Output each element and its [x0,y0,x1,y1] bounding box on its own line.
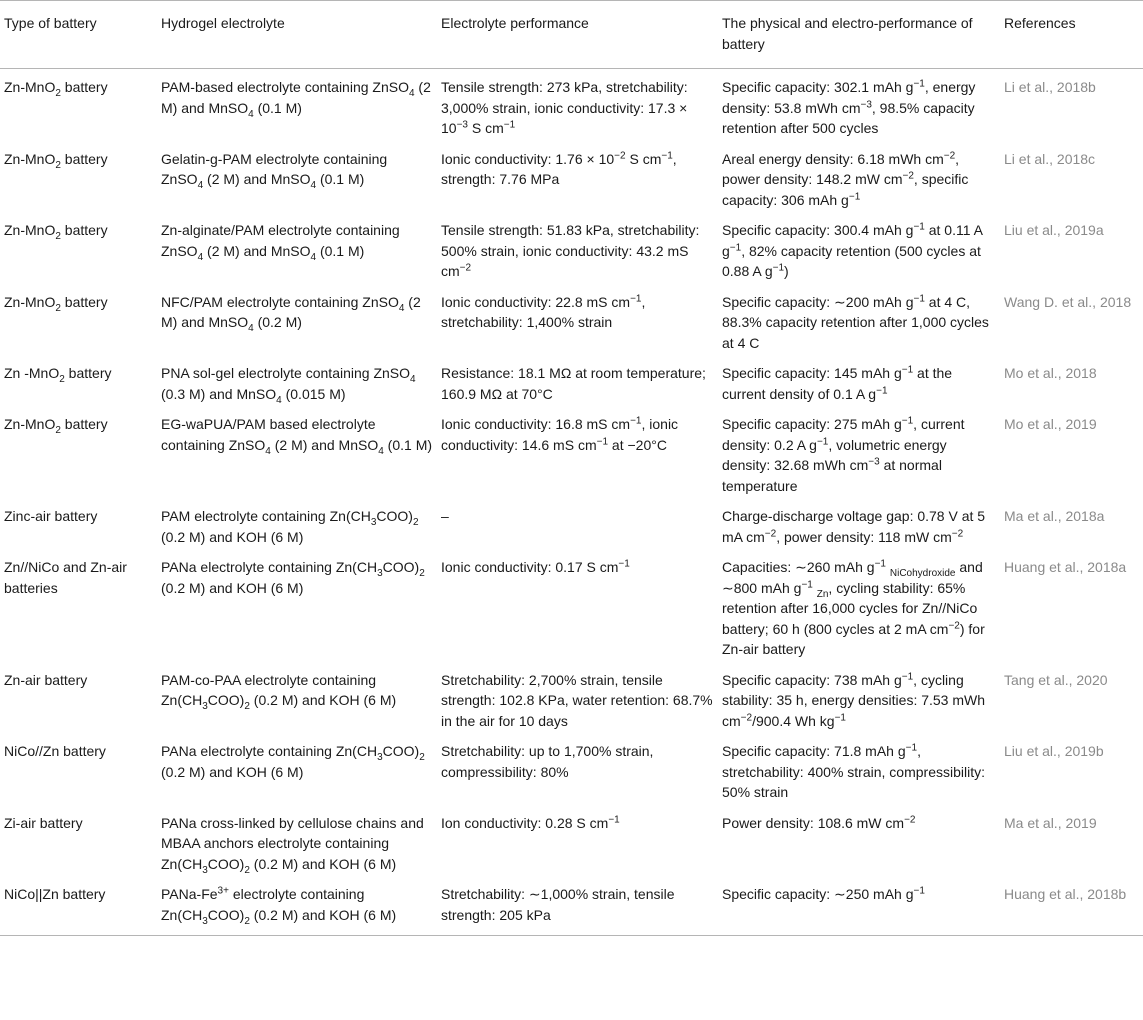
cell-electrolyte-performance: Tensile strength: 273 kPa, stretchability: 3,000% strain, ionic conductivity: $17.3 \times 10^{-3}$ S $cm^{-1}$ [441,79,688,136]
cell-battery-performance: Specific capacity: 300.4 mAh $g^{-1}$ at 0.11 A $g^{-1}$, 82% capacity retention (500 cycles at 0.88 A $g^{-1}$) [722,221,983,279]
cell-electrolyte-performance: Resistance: 18.1 MΩ at room temperature; 160.9 MΩ at 70°C [441,365,706,402]
cell-battery-type: Zn-MnO$_2$ battery [4,150,108,171]
cell-battery-performance: Capacities: ∼260 mAh $g^{-1}$ $_{NiCohydroxide}$ and ∼800 mAh $g^{-1}$ $_{Zn}$, cycling stability: 65% retention after 16,000 cycles for Zn//NiCo battery; 60 h (800 cycles at 2 mA $cm^{-2}$) for Zn-air battery [722,558,985,657]
table-row [0,662,1143,734]
cell-battery-performance: Specific capacity: 275 mAh $g^{-1}$, current density: 0.2 A $g^{-1}$, volumetric energy density: 32.68 mWh $cm^{-3}$ at normal temperature [722,415,965,494]
table-row [0,805,1143,877]
cell-hydrogel-electrolyte: PANa-$Fe^{3+}$ electrolyte containing $Zn(CH_3COO)_2$ (0.2 M) and KOH (6 M) [157,876,437,936]
cell-electrolyte-performance: Ionic conductivity: 22.8 mS $cm^{-1}$, stretchability: 1,400% strain [441,292,646,330]
cell-battery-type: Zn-MnO$_2$ battery [4,79,108,99]
cell-battery-performance: Specific capacity: 145 mAh $g^{-1}$ at the current density of 0.1 A $g^{-1}$ [722,364,953,402]
cell-battery-type: Zi-air battery [4,814,83,831]
header-type-of-battery: Type of battery [0,1,157,69]
cell-reference: Ma et al., 2019 [1004,814,1097,831]
cell-battery-performance: Power density: 108.6 mW $cm^{-2}$ [722,813,916,831]
cell-reference: Wang D. et al., 2018 [1004,293,1132,310]
table-row [0,733,1143,805]
table-header [0,1,1143,69]
cell-reference: Mo et al., 2019 [1004,416,1097,432]
table-row [0,406,1143,498]
cell-hydrogel-electrolyte: PAM electrolyte containing $Zn(CH_3COO)_2$ (0.2 M) and KOH (6 M) [161,508,419,545]
cell-reference: Mo et al., 2018 [1004,365,1097,381]
cell-battery-performance: Charge-discharge voltage gap: 0.78 V at 5 mA $cm^{-2}$, power density: 118 mW $cm^{-2}$ [722,508,986,545]
table-row [0,284,1143,356]
cell-hydrogel-electrolyte: PAM-based electrolyte containing ZnSO$_4$ (2 M) and MnSO$_4$ (0.1 M) [161,79,431,120]
cell-electrolyte-performance: – [441,508,449,524]
cell-hydrogel-electrolyte: PNA sol-gel electrolyte containing ZnSO$_4$ (0.3 M) and MnSO$_4$ (0.015 M) [161,365,416,406]
table-row [0,69,1143,141]
cell-reference: Huang et al., 2018a [1004,559,1127,575]
table-row [0,549,1143,662]
header-electrolyte-performance: Electrolyte performance [437,1,718,69]
table-row [0,141,1143,213]
cell-battery-type: Zinc-air battery [4,508,98,524]
cell-reference: Li et al., 2018b [1004,79,1096,95]
cell-hydrogel-electrolyte: PAM-co-PAA electrolyte containing $Zn(CH_3COO)_2$ (0.2 M) and KOH (6 M) [161,671,397,712]
cell-electrolyte-performance: Stretchability: up to 1,700% strain, compressibility: 80% [441,743,654,780]
table-row [0,212,1143,284]
header-battery-performance: The physical and electro-performance of battery [718,1,1000,69]
cell-battery-performance: Specific capacity: ∼200 mAh $g^{-1}$ at 4 C, 88.3% capacity retention after 1,000 cycles at 4 C [722,292,989,351]
cell-battery-type: Zn-MnO$_2$ battery [4,416,108,436]
cell-reference: Liu et al., 2019b [1004,743,1104,759]
cell-hydrogel-electrolyte: EG-waPUA/PAM based electrolyte containing ZnSO$_4$ (2 M) and MnSO$_4$ (0.1 M) [161,416,433,457]
table-row [0,355,1143,406]
cell-electrolyte-performance: Stretchability: 2,700% strain, tensile strength: 102.8 KPa, water retention: 68.7% in the air for 10 days [441,671,713,729]
table-row [0,876,1143,936]
cell-electrolyte-performance: Stretchability: ∼1,000% strain, tensile strength: 205 kPa [437,876,718,936]
cell-reference: Huang et al., 2018b [1000,876,1143,936]
cell-battery-type: Zn-air battery [4,671,88,688]
header-row [0,1,1143,69]
cell-electrolyte-performance: Ionic conductivity: 0.17 S $cm^{-1}$ [441,558,630,575]
cell-battery-type: NiCo//Zn battery [4,743,106,759]
cell-reference: Liu et al., 2019a [1004,222,1104,238]
header-references: References [1000,1,1143,69]
cell-battery-type: Zn -MnO$_2$ battery [4,365,112,385]
cell-hydrogel-electrolyte: PANa cross-linked by cellulose chains and MBAA anchors electrolyte containing $Zn(CH_3COO)_2$ (0.2 M) and KOH (6 M) [161,814,424,876]
cell-hydrogel-electrolyte: Gelatin-g-PAM electrolyte containing ZnSO$_4$ (2 M) and MnSO$_4$ (0.1 M) [161,150,388,191]
cell-battery-type: Zn-MnO$_2$ battery [4,293,108,314]
table-body [0,69,1143,936]
cell-hydrogel-electrolyte: NFC/PAM electrolyte containing ZnSO$_4$ (2 M) and MnSO$_4$ (0.2 M) [161,293,421,334]
cell-reference: Li et al., 2018c [1004,150,1096,167]
cell-hydrogel-electrolyte: Zn-alginate/PAM electrolyte containing ZnSO$_4$ (2 M) and MnSO$_4$ (0.1 M) [161,222,400,263]
cell-battery-performance: Specific capacity: 71.8 mAh $g^{-1}$, stretchability: 400% strain, compressibility: 50% strain [722,742,985,800]
cell-reference: Tang et al., 2020 [1004,671,1108,688]
cell-battery-type: NiCo||Zn battery [0,876,157,936]
cell-battery-performance: Specific capacity: ∼250 mAh $g^{-1}$ [718,876,1000,936]
cell-electrolyte-performance: Ionic conductivity: 16.8 mS $cm^{-1}$, ionic conductivity: 14.6 mS $cm^{-1}$ at −20°C [441,415,679,453]
cell-electrolyte-performance: Tensile strength: 51.83 kPa, stretchability: 500% strain, ionic conductivity: 43.2 mS $cm^{-2}$ [441,222,700,279]
cell-battery-performance: Areal energy density: 6.18 mWh $cm^{-2}$, power density: 148.2 mW $cm^{-2}$, specific capacity: 306 mAh $g^{-1}$ [722,149,969,208]
cell-electrolyte-performance: Ion conductivity: 0.28 S $cm^{-1}$ [441,813,620,831]
cell-battery-performance: Specific capacity: 738 mAh $g^{-1}$, cycling stability: 35 h, energy densities: 7.53 mWh $cm^{-2}/900.4$ Wh $kg^{-1}$ [722,670,986,729]
cell-battery-type: Zn-MnO$_2$ battery [4,222,108,242]
cell-reference: Ma et al., 2018a [1004,508,1105,524]
table-row [0,498,1143,549]
cell-electrolyte-performance: Ionic conductivity: $1.76 \times 10^{-2}$ S $cm^{-1}$, strength: 7.76 MPa [441,149,677,187]
cell-battery-type: Zn//NiCo and Zn-air batteries [4,559,127,596]
cell-hydrogel-electrolyte: PANa electrolyte containing $Zn(CH_3COO)_2$ (0.2 M) and KOH (6 M) [161,559,425,596]
cell-hydrogel-electrolyte: PANa electrolyte containing $Zn(CH_3COO)_2$ (0.2 M) and KOH (6 M) [161,743,425,780]
cell-battery-performance: Specific capacity: 302.1 mAh $g^{-1}$, energy density: 53.8 mWh $cm^{-3}$, 98.5% capacity retention after 500 cycles [722,78,976,136]
header-hydrogel-electrolyte: Hydrogel electrolyte [157,1,437,69]
